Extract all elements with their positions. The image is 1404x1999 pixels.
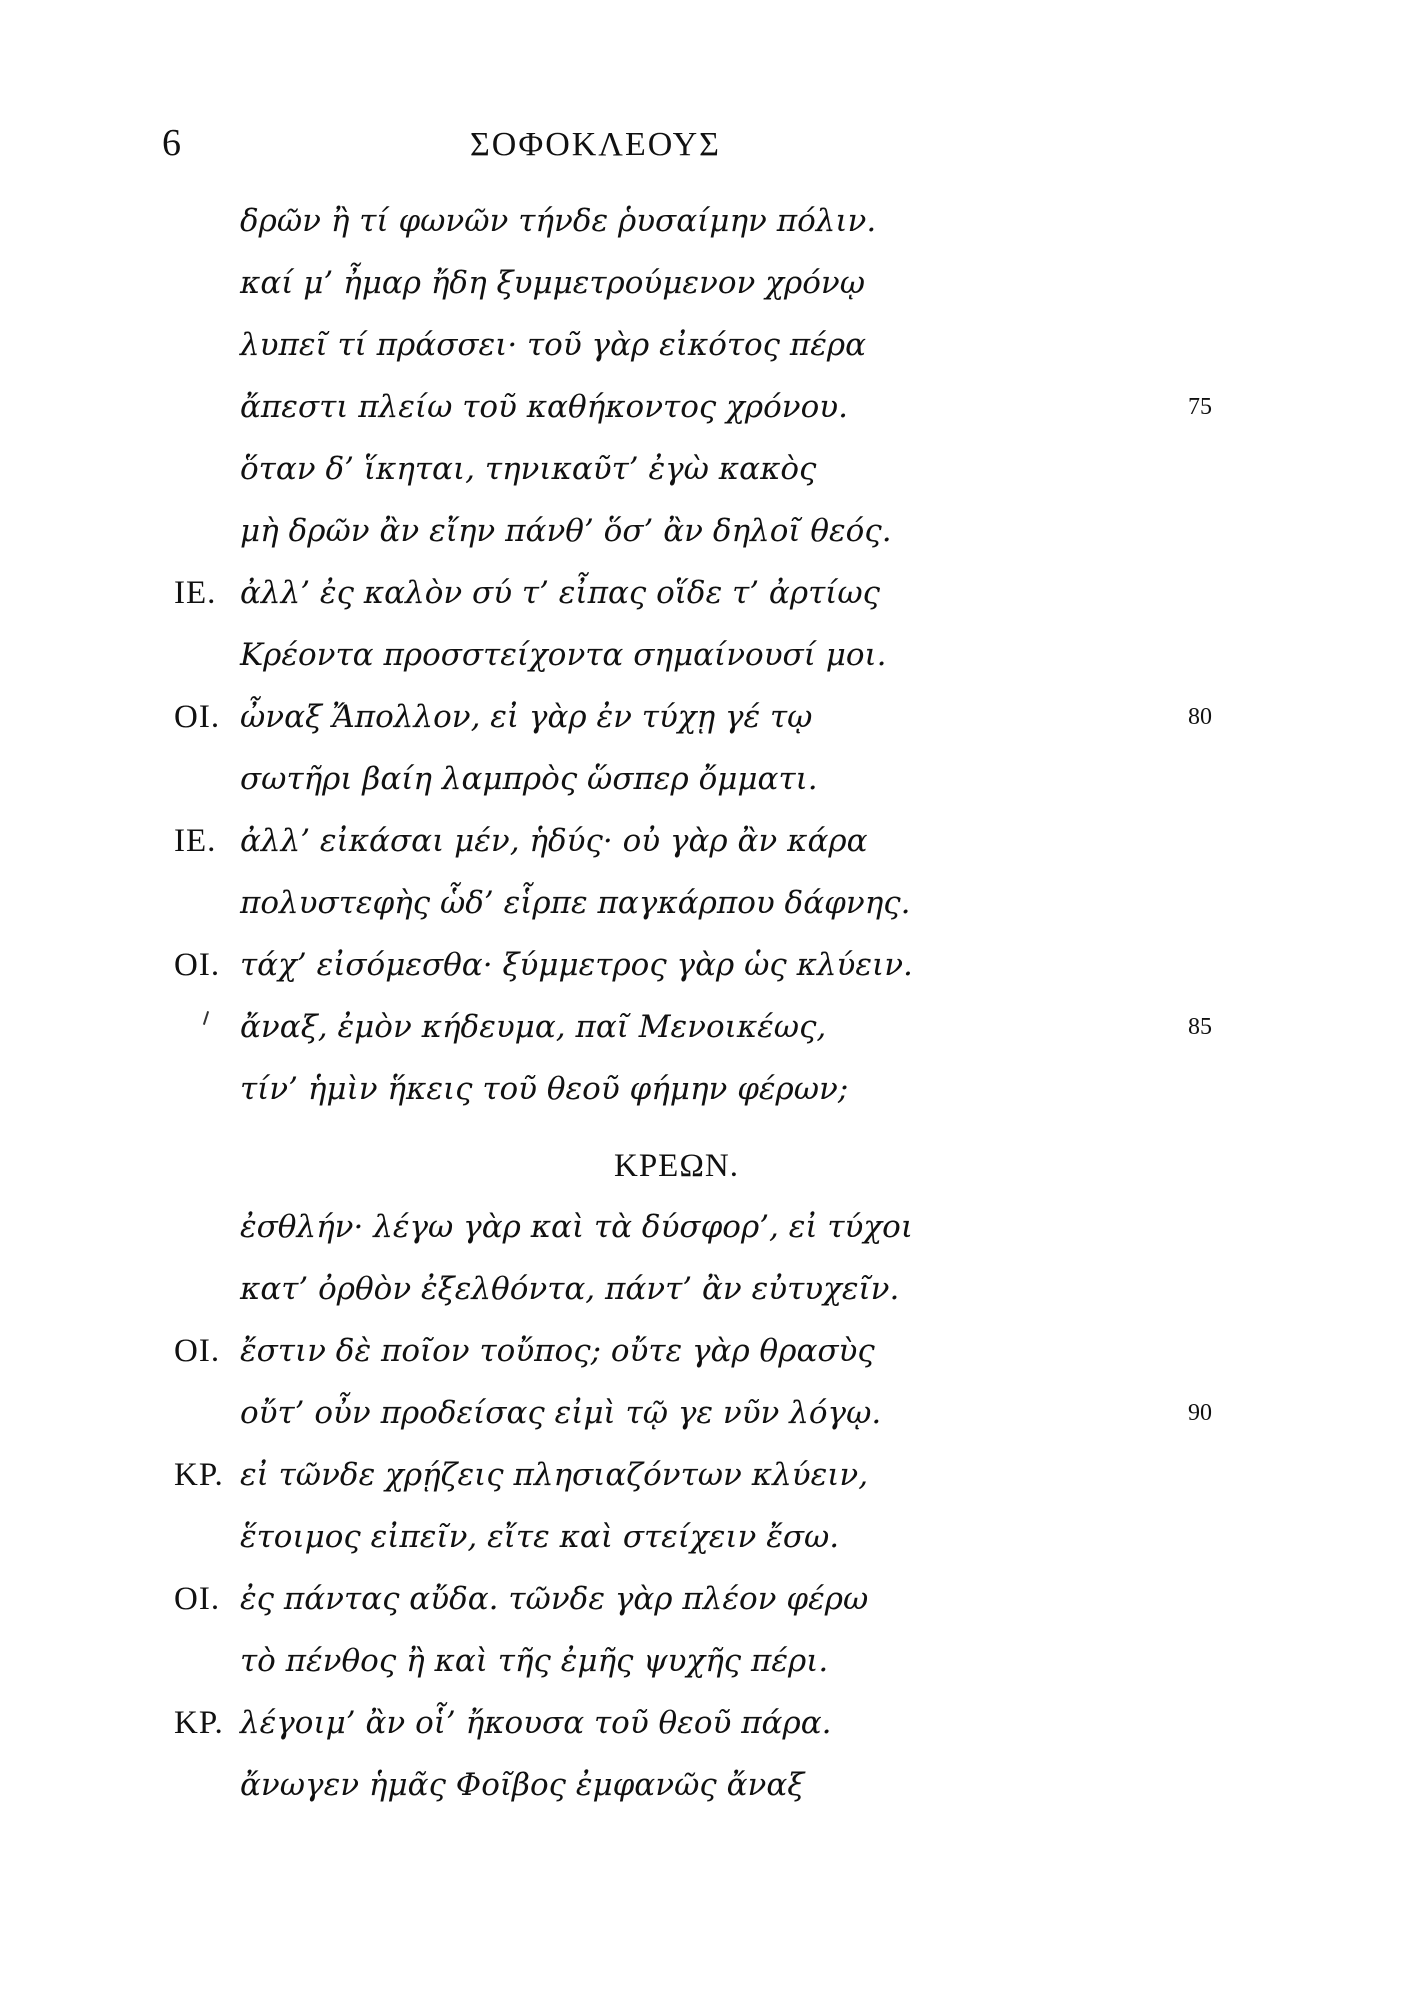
- verse-line: [0, 996, 1404, 1058]
- verse-line: [0, 934, 1404, 996]
- verse-line: [0, 1058, 1404, 1120]
- verse-text: εἰ τῶνδε χρῄζεις πλησιαζόντων κλύειν,: [240, 1457, 869, 1493]
- verse-text: ὅταν δ’ ἵκηται, τηνικαῦτ’ ἐγὼ κακὸς: [240, 451, 817, 487]
- verse-line: [0, 624, 1404, 686]
- character-heading: ΚΡΕΩΝ.: [614, 1148, 739, 1184]
- verse-line: [0, 1506, 1404, 1568]
- verse-text: κατ’ ὀρθὸν ἐξελθόντα, πάντ’ ἂν εὐτυχεῖν.: [240, 1271, 900, 1307]
- verse-text: ἐσθλήν· λέγω γὰρ καὶ τὰ δύσφορ’, εἰ τύχοι: [240, 1209, 913, 1245]
- verse-text: ἕτοιμος εἰπεῖν, εἴτε καὶ στείχειν ἔσω.: [240, 1519, 840, 1555]
- verse-line: [0, 748, 1404, 810]
- line-number: 85: [1188, 1014, 1212, 1040]
- speaker-label: ΟΙ.: [174, 1333, 221, 1369]
- verse-text: ἔστιν δὲ ποῖον τοὔπος; οὔτε γὰρ θρασὺς: [240, 1333, 875, 1369]
- speaker-label: ΚΡ.: [174, 1705, 224, 1741]
- verse-line: [0, 1258, 1404, 1320]
- verse-text: ἀλλ’ ἐς καλὸν σύ τ’ εἶπας οἵδε τ’ ἀρτίως: [240, 575, 881, 611]
- verse-line: [0, 500, 1404, 562]
- verse-text: τὸ πένθος ἢ καὶ τῆς ἐμῆς ψυχῆς πέρι.: [240, 1643, 829, 1679]
- verse-line: [0, 562, 1404, 624]
- verse-line: [0, 252, 1404, 314]
- verse-text: ἄναξ, ἐμὸν κήδευμα, παῖ Μενοικέως,: [240, 1009, 827, 1045]
- verse-text: λυπεῖ τί πράσσει· τοῦ γὰρ εἰκότος πέρα: [240, 327, 867, 363]
- verse-line: [0, 190, 1404, 252]
- line-number: 80: [1188, 704, 1212, 730]
- verse-line: [0, 1196, 1404, 1258]
- verse-line: [0, 1444, 1404, 1506]
- verse-line: [0, 810, 1404, 872]
- verse-line: [0, 1754, 1404, 1816]
- verse-line: [0, 872, 1404, 934]
- verse-line: [0, 438, 1404, 500]
- line-number: 90: [1188, 1400, 1212, 1426]
- verse-text: τάχ’ εἰσόμεσθα· ξύμμετρος γὰρ ὡς κλύειν.: [240, 947, 913, 983]
- verse-line: [0, 376, 1404, 438]
- verse-text: οὔτ’ οὖν προδείσας εἰμὶ τῷ γε νῦν λόγῳ.: [240, 1395, 882, 1431]
- verse-text: Κρέοντα προσστείχοντα σημαίνουσί μοι.: [240, 637, 887, 673]
- verse-line: [0, 1382, 1404, 1444]
- verse-text: ὦναξ Ἄπολλον, εἰ γὰρ ἐν τύχῃ γέ τῳ: [240, 699, 813, 735]
- verse-text: λέγοιμ’ ἂν οἷ’ ἤκουσα τοῦ θεοῦ πάρα.: [240, 1705, 832, 1741]
- verse-text: δρῶν ἢ τί φωνῶν τήνδε ῥυσαίμην πόλιν.: [240, 203, 877, 239]
- speaker-label: ΙΕ.: [174, 575, 217, 611]
- speaker-label: ΟΙ.: [174, 947, 221, 983]
- verse-text: τίν’ ἡμὶν ἥκεις τοῦ θεοῦ φήμην φέρων;: [240, 1071, 849, 1107]
- verse-text: σωτῆρι βαίη λαμπρὸς ὥσπερ ὄμματι.: [240, 761, 818, 797]
- verse-text: καί μ’ ἦμαρ ἤδη ξυμμετρούμενον χρόνῳ: [240, 265, 866, 301]
- verse-text: ἀλλ’ εἰκάσαι μέν, ἡδύς· οὐ γὰρ ἂν κάρα: [240, 823, 868, 859]
- verse-line: [0, 1630, 1404, 1692]
- speaker-label: ΙΕ.: [174, 823, 217, 859]
- verse-text: ἄπεστι πλείω τοῦ καθήκοντος χρόνου.: [240, 389, 848, 425]
- speaker-label: ΟΙ.: [174, 1581, 221, 1617]
- line-number: 75: [1188, 394, 1212, 420]
- verse-line: [0, 1320, 1404, 1382]
- verse-text: ἄνωγεν ἡμᾶς Φοῖβος ἐμφανῶς ἄναξ: [240, 1767, 805, 1803]
- running-head: ΣΟΦΟΚΛΕΟΥΣ: [470, 126, 721, 163]
- page-number: 6: [162, 122, 181, 164]
- verse-line: [0, 1692, 1404, 1754]
- verse-line: [0, 686, 1404, 748]
- verse-text: μὴ δρῶν ἂν εἴην πάνθ’ ὅσ’ ἂν δηλοῖ θεός.: [240, 513, 892, 549]
- verse-line: [0, 314, 1404, 376]
- speaker-label: ΚΡ.: [174, 1457, 224, 1493]
- verse-text: ἐς πάντας αὔδα. τῶνδε γὰρ πλέον φέρω: [240, 1581, 869, 1617]
- speaker-label: ΟΙ.: [174, 699, 221, 735]
- verse-text: πολυστεφὴς ὧδ’ εἷρπε παγκάρπου δάφνης.: [240, 885, 911, 921]
- verse-line: [0, 1568, 1404, 1630]
